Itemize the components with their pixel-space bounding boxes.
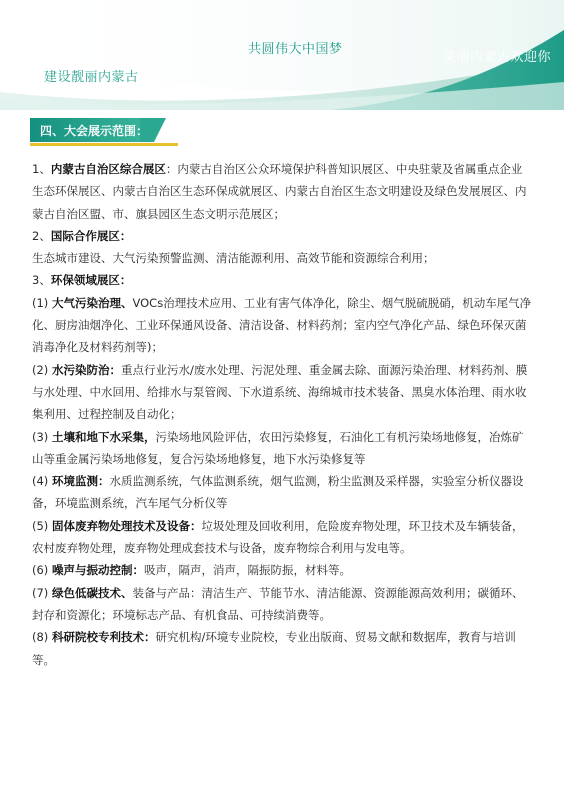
scope-item-number: (8) [32, 630, 52, 645]
scope-item [32, 626, 532, 671]
scope-item-text: 污染场地风险评估，农田污染修复，石油化工有机污染场地修复，冶炼矿山等重金属污染场地修复，复合污染场地修复，地下水污染修复等 [32, 429, 524, 466]
slogan-right: 美丽内蒙古欢迎你 [443, 50, 552, 65]
scope-item-number: (3) [32, 429, 52, 444]
scope-item-number: (2) [32, 362, 52, 377]
scope-item [32, 269, 532, 291]
scope-item-number: (5) [32, 518, 52, 533]
scope-item-number: 3、 [32, 273, 51, 288]
scope-item-number: 1、 [32, 162, 51, 176]
scope-item [32, 470, 532, 515]
scope-item [32, 426, 532, 471]
header-banner [0, 0, 564, 110]
scope-item [32, 158, 532, 225]
scope-item-heading: 土壤和地下水采集， [51, 429, 156, 444]
scope-item-heading: 噪声与振动控制： [51, 563, 144, 578]
scope-item [32, 359, 532, 426]
scope-item-number: (7) [32, 585, 52, 600]
scope-item-heading: 科研院校专利技术： [51, 630, 156, 645]
scope-item-heading: 环境监测： [51, 474, 110, 489]
scope-item [32, 225, 532, 247]
scope-item [32, 559, 532, 581]
scope-item-number: (6) [32, 563, 52, 578]
section-title-banner [30, 118, 180, 146]
scope-item [32, 247, 532, 269]
scope-item-number: 2、 [32, 228, 51, 243]
scope-item-text: 吸声，隔声，消声，隔振防振，材料等。 [143, 563, 351, 578]
scope-item-heading: 固体废弃物处理技术及设备： [51, 518, 202, 533]
scope-item [32, 292, 532, 359]
scope-item-text: 水质监测系统，气体监测系统，烟气监测，粉尘监测及采样器，实验室分析仪器设备，环境监测系统，汽车尾气分析仪等 [32, 474, 524, 511]
scope-item-text: 研究机构/环境专业院校，专业出版商、贸易文献和数据库，教育与培训等。 [32, 630, 516, 667]
scope-item-text: 装备与产品：清洁生产、节能节水、清洁能源、资源能源高效利用；碳循环、封存和资源化；环境标志产品、有机食品、可持续消费等。 [32, 585, 524, 622]
slogan-center: 共圆伟大中国梦 [248, 42, 343, 57]
section-title-underline [30, 143, 178, 146]
scope-item-heading: 环保领域展区： [50, 273, 132, 288]
scope-item-text: VOCs治理技术应用、工业有害气体净化，除尘、烟气脱硫脱硝，机动车尾气净化、厨房油烟净化、工业环保通风设备、清洁设备、材料药剂；室内空气净化产品、绿色环保灭菌消毒净化及材料药剂等)； [32, 295, 532, 355]
exhibition-scope-list [32, 158, 532, 671]
scope-item [32, 582, 532, 627]
scope-item-heading: 内蒙古自治区综合展区 [50, 162, 166, 176]
scope-item-heading: 国际合作展区： [50, 228, 132, 243]
scope-item-heading: 绿色低碳技术、 [51, 585, 133, 600]
scope-item [32, 515, 532, 560]
scope-item-number: (4) [32, 474, 52, 489]
section-title: 四、大会展示范围： [40, 124, 149, 138]
scope-item-text: 生态城市建设、大气污染预警监测、清洁能源利用、高效节能和资源综合利用； [32, 251, 435, 266]
scope-item-text: 垃圾处理及回收利用，危险废弃物处理，环卫技术及车辆装备，农村废弃物处理，废弃物处理成套技术与设备，废弃物综合利用与发电等。 [32, 518, 524, 556]
scope-item-text: ：内蒙古自治区公众环境保护科普知识展区、中央驻蒙及省属重点企业生态环保展区、内蒙古自治区生态环保成就展区、内蒙古自治区生态文明建设及绿色发展展区、内蒙古自治区盟、市、旗县园区生态文明示范展区； [32, 162, 527, 221]
scope-item-number: (1) [32, 295, 52, 310]
slogan-left: 建设靓丽内蒙古 [44, 70, 139, 85]
scope-item-heading: 水污染防治： [51, 362, 121, 377]
scope-item-text: 重点行业污水/废水处理、污泥处理、重金属去除、面源污染治理、材料药剂、膜与水处理、中水回用、给排水与泵管阀、下水道系统、海绵城市技术装备、黑臭水体治理、雨水收集利用、过程控制及自动化； [32, 362, 528, 422]
scope-item-heading: 大气污染治理、 [51, 295, 133, 310]
